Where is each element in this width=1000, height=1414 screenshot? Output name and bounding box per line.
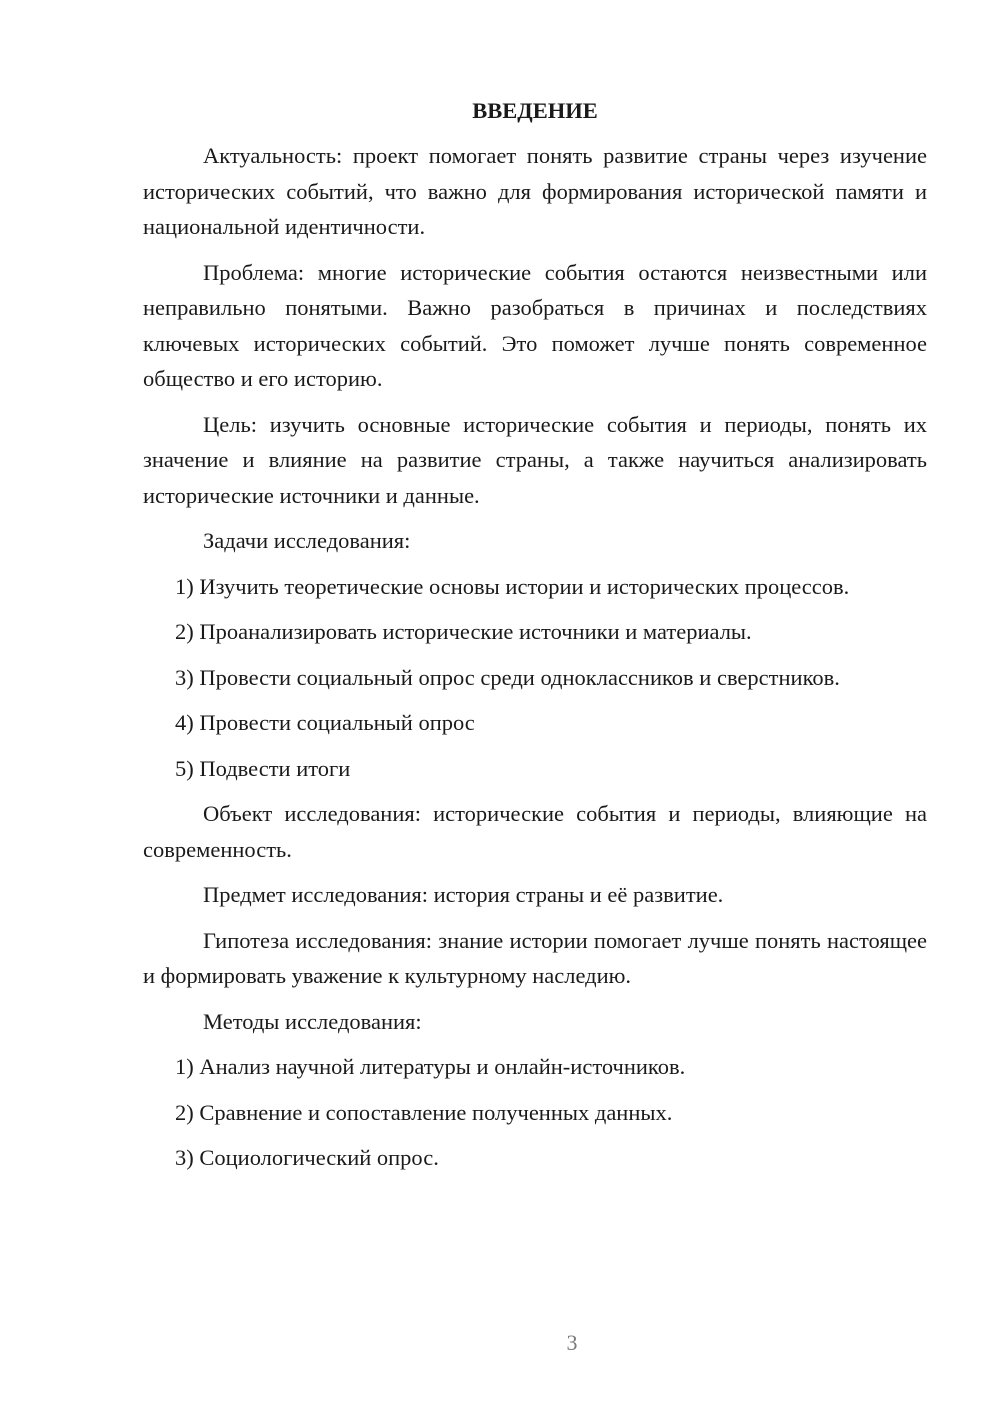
methods-label: Методы исследования:	[203, 1008, 422, 1034]
method-item: 1) Анализ научной литературы и онлайн-источников.	[175, 1054, 686, 1079]
task-item: 1) Изучить теоретические основы истории и исторических процессов.	[175, 573, 850, 599]
tasks-label: Задачи исследования:	[203, 528, 411, 553]
task-item: 5) Подвести итоги	[175, 755, 351, 781]
actuality-paragraph: Актуальность: проект помогает понять развитие страны через изучение исторических событий, что важно для формирования исторической памяти и национальной идентичности.	[143, 143, 927, 239]
subject-paragraph: Предмет исследования: история страны и её развитие.	[203, 882, 724, 907]
object-paragraph: Объект исследования: исторические события и периоды, влияющие на современность.	[143, 801, 927, 862]
method-item: 3) Социологический опрос.	[175, 1145, 439, 1170]
task-item: 3) Провести социальный опрос среди одноклассников и сверстников.	[175, 664, 840, 690]
page-number: 3	[566, 1330, 578, 1355]
task-item: 4) Провести социальный опрос	[175, 710, 475, 735]
task-item: 2) Проанализировать исторические источники и материалы.	[175, 619, 752, 644]
problem-paragraph: Проблема: многие исторические события остаются неизвестными или неправильно понятыми. Важно разобраться в причинах и последствиях ключевых исторических событий. Это поможет лучше понять современное общество и его историю.	[143, 259, 927, 391]
hypothesis-paragraph: Гипотеза исследования: знание истории помогает лучше понять настоящее и формировать уважение к культурному наследию.	[143, 927, 927, 988]
method-item: 2) Сравнение и сопоставление полученных данных.	[175, 1099, 673, 1125]
goal-paragraph: Цель: изучить основные исторические события и периоды, понять их значение и влияние на развитие страны, а также научиться анализировать исторические источники и данные.	[143, 411, 927, 508]
page-title: ВВЕДЕНИЕ	[472, 98, 598, 123]
page-content	[143, 93, 927, 1186]
